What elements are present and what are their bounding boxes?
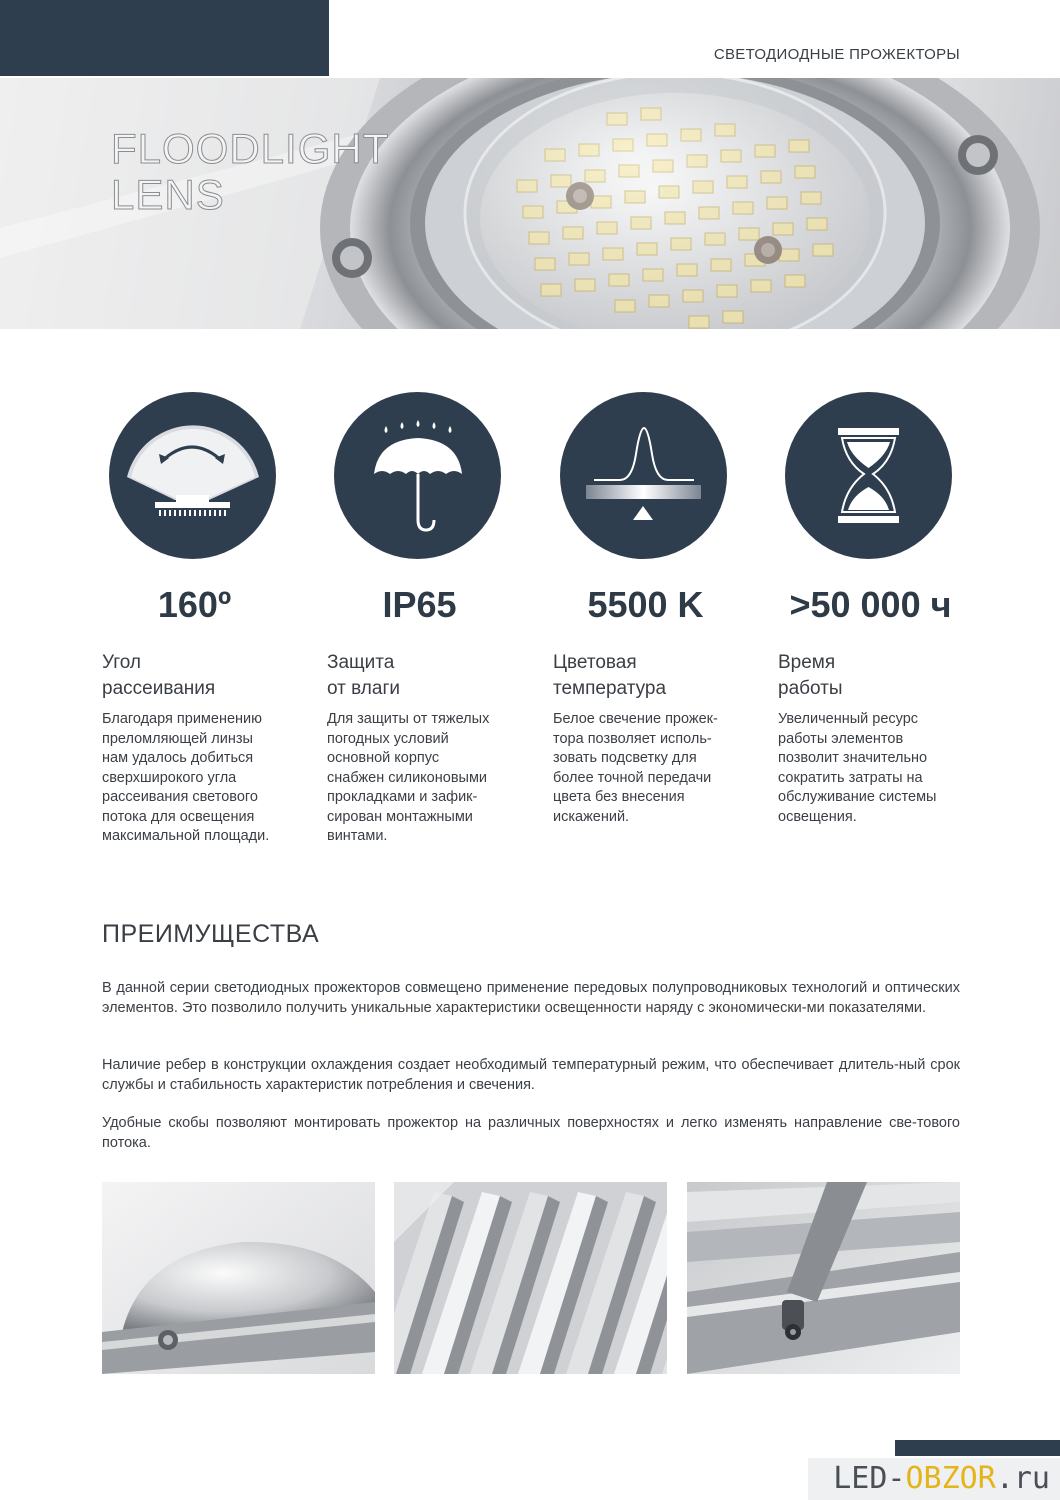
feature-value: 160º	[157, 584, 232, 625]
mounting-bracket-photo	[687, 1182, 960, 1374]
lens-dome-image	[102, 1182, 375, 1374]
heatsink-image	[394, 1182, 667, 1374]
feature-description	[327, 710, 512, 847]
feature-label-line1: Время	[778, 652, 836, 673]
desc-line: снабжен силиконовыми	[327, 769, 488, 786]
desc-line: более точной передачи	[553, 769, 712, 786]
desc-line: Белое свечение прожек-	[553, 711, 718, 727]
advantages-paragraph: В данной серии светодиодных прожекторов совмещено применение передовых полупроводниковых технологий и оптических элементов. Это позволило получить уникальные характеристики освещенности наряду с экономически-ми показателями.	[102, 980, 960, 1016]
desc-line: зовать подсветку для	[553, 750, 697, 766]
feature-description	[778, 710, 963, 827]
hero-banner	[0, 78, 1060, 329]
hourglass-icon	[785, 392, 952, 559]
feature-color-temperature	[553, 392, 753, 825]
desc-line: сирован монтажными	[327, 808, 473, 825]
feature-label-line1: Угол	[102, 652, 141, 673]
feature-value: 5500 K	[587, 584, 704, 625]
feature-label-line1: Защита	[327, 652, 395, 673]
advantages-paragraph: Удобные скобы позволяют монтировать прожектор на различных поверхностях и легко изменять направление све-тового потока.	[102, 1115, 960, 1151]
beam-angle-icon	[109, 392, 276, 559]
top-accent-bar	[0, 0, 329, 76]
feature-lifetime	[778, 392, 978, 825]
color-temperature-icon	[560, 392, 727, 559]
feature-description	[553, 710, 738, 827]
feature-label-line2: рассеивания	[102, 678, 216, 699]
desc-line: цвета без внесения	[553, 789, 685, 805]
feature-label	[553, 650, 753, 702]
desc-line: потока для освещения	[102, 808, 255, 825]
advantages-paragraph: Наличие ребер в конструкции охлаждения создает необходимый температурный режим, что обеспечивает длитель-ный срок службы и стабильность характеристик потребления и свечения.	[102, 1057, 960, 1093]
feature-label	[327, 650, 527, 702]
feature-icon-circle	[334, 392, 501, 559]
feature-value: IP65	[382, 584, 457, 625]
desc-line: прокладками и зафик-	[327, 789, 478, 805]
desc-line: нам удалось добиться	[102, 750, 254, 766]
feature-label-line2: работы	[778, 678, 843, 699]
desc-line: Благодаря применению	[102, 711, 263, 727]
feature-label-line2: температура	[553, 678, 667, 699]
feature-label-line1: Цветовая	[553, 652, 637, 673]
feature-icon-circle	[785, 392, 952, 559]
feature-label-line2: от влаги	[327, 678, 400, 699]
desc-line: тора позволяет исполь-	[553, 730, 712, 747]
feature-beam-angle	[102, 392, 302, 844]
logo-part-3: .ru	[995, 1461, 1050, 1496]
desc-line: Увеличенный ресурс	[778, 711, 919, 727]
feature-icon-circle	[560, 392, 727, 559]
hero-title-line2: LENS	[111, 171, 225, 218]
feature-label	[778, 650, 978, 702]
desc-line: позволит значительно	[778, 750, 928, 766]
hero-title-line1: FLOODLIGHT	[111, 125, 390, 172]
desc-line: обслуживание системы	[778, 789, 937, 805]
feature-icon-circle	[109, 392, 276, 559]
desc-line: рассеивания светового	[102, 789, 258, 805]
desc-line: работы элементов	[778, 730, 904, 747]
footer-accent-bar	[895, 1440, 1060, 1456]
advantages-title: ПРЕИМУЩЕСТВА	[102, 920, 320, 948]
desc-line: освещения.	[778, 808, 857, 825]
lens-closeup-photo	[102, 1182, 375, 1374]
logo-part-2: OBZOR	[905, 1461, 996, 1496]
desc-line: искажений.	[553, 808, 630, 825]
desc-line: преломляющей линзы	[102, 730, 253, 747]
desc-line: сверхширокого угла	[102, 769, 237, 786]
feature-water-protection	[327, 392, 527, 844]
feature-value: >50 000 ч	[789, 584, 952, 625]
desc-line: максимальной площади.	[102, 828, 270, 844]
bracket-image	[687, 1182, 960, 1374]
feature-description	[102, 710, 287, 847]
desc-line: Для защиты от тяжелых	[327, 711, 490, 727]
section-title: СВЕТОДИОДНЫЕ ПРОЖЕКТОРЫ	[713, 46, 960, 63]
desc-line: винтами.	[327, 828, 388, 844]
umbrella-rain-icon	[334, 392, 501, 559]
desc-line: основной корпус	[327, 750, 440, 766]
feature-label	[102, 650, 302, 702]
site-logo[interactable]	[808, 1458, 1060, 1500]
heatsink-fins-photo	[394, 1182, 667, 1374]
logo-part-1: LED-	[833, 1461, 906, 1496]
hero-title	[111, 126, 389, 218]
desc-line: погодных условий	[327, 730, 449, 747]
desc-line: сократить затраты на	[778, 769, 923, 786]
